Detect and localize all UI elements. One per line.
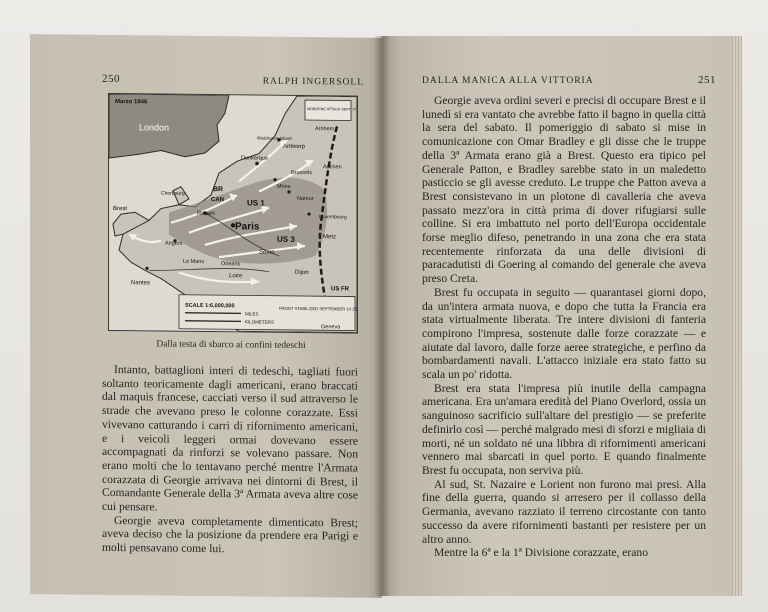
map-miles-label: MILES <box>245 311 259 317</box>
left-page-number: 250 <box>102 72 120 86</box>
right-paragraph-3: Brest era stata l'impresa più inutile della campagna americana. Era un'amara eredità del Piano Overlord, ossia un sanguinoso sacrificio sull'altare del prestigio — se preferite definirlo così — perché malgrado mesi di sforzi e migliaia di morti, né un soldato né una libbra di rifornimenti americani vennero mai sbarcati in quel porto. E quando finalmente Brest fu occupata, non serviva più. <box>422 381 706 477</box>
right-paragraph-4: Al sud, St. Nazaire e Lorient non furono mai presi. Alla fine della guerra, quando si arresero per il collasso della Germania, avevano razziato il terreno circostante con tanto successo da avere rifornimenti bastanti per resistere per un altro anno. <box>422 477 706 546</box>
right-paragraph-1: Georgie aveva ordini severi e precisi di occupare Brest e il lunedì si era vantato che avrebbe fatto il bagno in quella città la sera del sabato. Il pomeriggio di sabato si mise in comunicazione con Omar Bradley e gli disse che le truppe della 3ª Armata erano già a Brest. Questo era tipico pel Generale Patton, e Bradley sarebbe stato in un maledetto pasticcio se gli avesse creduto. Le truppe che Patton aveva a Brest consistevano in un plotone di cavalleria che aveva passato mezz'ora in città prima di dover rifugiarsi sulle colline. Si era imbattuto nel porto dell'Europa occidentale forse meglio difeso, penetrando in una zona che era stata recentemente rinforzata da una delle divisioni di paracadutisti di Goering al comando del generale che aveva preso Creta. <box>422 94 706 286</box>
map-can-label: CAN <box>211 197 224 204</box>
map-brest-label: Brest <box>113 206 128 213</box>
map-seine-label: Seine <box>259 249 275 256</box>
map-brussels-label: Brussels <box>291 169 313 177</box>
right-running-head: DALLA MANICA ALLA VITTORIA <box>422 76 594 86</box>
map-scale-label: SCALE 1:6,000,000 <box>185 302 235 310</box>
map-us3-label: US 3 <box>277 234 295 244</box>
map-namur-label: Namur <box>297 195 314 203</box>
map-geneva-label: Geneva <box>321 324 341 331</box>
map-loire-label: Loire <box>229 273 243 280</box>
map-le-mans-label: Le Mans <box>183 258 205 265</box>
map-usfr-label: US FR <box>331 286 349 293</box>
map-front-label: FRONT STABILIZED SEPTEMBER 10-25 <box>279 305 357 312</box>
campaign-map <box>108 93 358 334</box>
map-walcheren-label: Walcheren Island <box>257 135 292 141</box>
map-rouen-label: Rouen <box>197 210 215 218</box>
map-caption: Dalla testa di sbarco ai confini tedeschi <box>156 339 306 352</box>
right-running-header <box>422 74 716 86</box>
map-antwerp-label: Antwerp <box>283 143 306 151</box>
left-running-header <box>102 73 364 88</box>
map-metz-label: Metz <box>323 234 337 241</box>
map-dijon-label: Dijon <box>295 269 309 277</box>
map-london-label: London <box>139 122 170 133</box>
map-airborne-label: AIRBORNE ATTACK SEPT. 17 <box>307 107 357 112</box>
right-body-text <box>422 94 706 560</box>
right-page <box>382 36 742 596</box>
book-gutter <box>374 36 390 596</box>
left-running-head: RALPH INGERSOLL <box>262 76 364 88</box>
map-mons-label: Mons <box>277 183 291 190</box>
map-aachen-label: Aachen <box>323 164 342 171</box>
map-luxembourg-label: Luxembourg <box>319 214 347 221</box>
map-paris-label: Paris <box>235 221 260 233</box>
map-br-label: BR <box>213 186 224 194</box>
map-arnhem-label: Arnhem <box>315 126 335 133</box>
map-orleans-label: Orleans <box>221 261 241 268</box>
right-paragraph-2: Brest fu occupata in seguito — quarantasei giorni dopo, da un'intera armata nuova, e dopo che tutta la Francia era stata virtualmente liberata. Tre intere divisioni di fanteria compirono l'impresa, sostenute dalle forze corazzate — e aiutate dal lavoro, dalle forze aeree strategiche, e perfino da bombardamenti navali. L'attacco iniziale era stato fatto su scala un po' ridotta. <box>422 285 706 382</box>
map-angers-label: Angers <box>165 240 183 247</box>
map-cherbourg-label: Cherbourg <box>161 190 185 197</box>
map-nantes-label: Nantes <box>131 280 151 287</box>
left-page <box>30 34 382 598</box>
right-page-number: 251 <box>698 74 716 86</box>
map-km-label: KILOMETERS <box>245 319 275 325</box>
left-body-text <box>102 363 358 558</box>
right-paragraph-5: Mentre la 6ª e la 1ª Divisione corazzate, erano <box>434 546 649 560</box>
map-date-label: Marzo 1946 <box>115 99 148 106</box>
left-paragraph-1: Intanto, battaglioni interi di tedeschi, tagliati fuori soltanto teoricamente dagli americani, erano braccati dal maquis francese, cacciati verso il sud attraverso le strade che avevano preso le colonne corazzate. Essi vivevano catturando i carri di rifornimento americani, e i veicoli leggeri ormai dovevano essere accompagnati da rinforzi se volevano passare. Non erano molti che lo tentavano perché mentre l'Armata corazzata di Georgie arrivava nei dintorni di Brest, il Comandante Generale della 3ª Armata aveva altre cose cui pensare. <box>102 363 358 514</box>
map-us1-label: US 1 <box>247 198 265 208</box>
open-book <box>30 36 742 596</box>
left-paragraph-2: Georgie aveva completamente dimenticato Brest; aveva deciso che la posizione da prendere era Parigi e molti pensavano come lui. <box>102 513 358 556</box>
map-dunkerque-label: Dunkerque <box>241 155 268 162</box>
